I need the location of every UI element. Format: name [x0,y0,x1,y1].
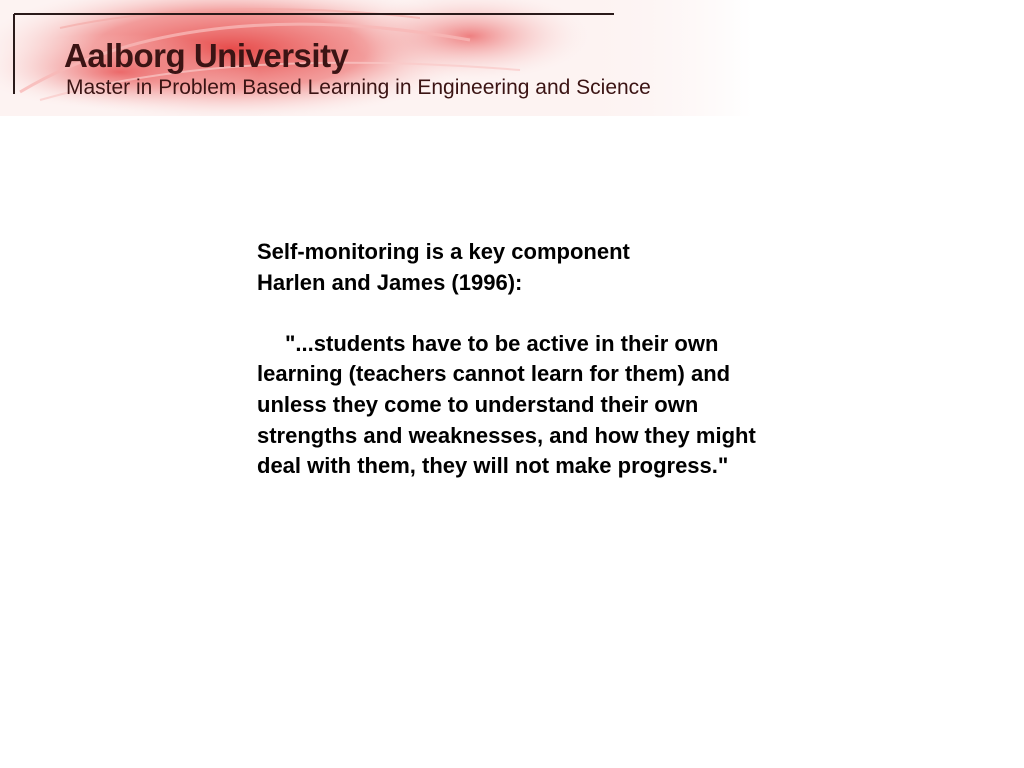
slide-body [257,237,777,482]
intro-line: Self-monitoring is a key component [257,239,630,264]
citation-line: Harlen and James (1996): [257,269,523,295]
program-name: Master in Problem Based Learning in Engineering and Science [66,76,651,99]
university-name: Aalborg University [64,37,349,74]
quote-paragraph: "...students have to be active in their own learning (teachers cannot learn for them) and unless they come to understand their own strengths and weaknesses, and how they might deal with them, they will not make progress." [257,330,756,479]
paragraph-spacer [257,298,777,329]
header-banner [0,0,752,116]
